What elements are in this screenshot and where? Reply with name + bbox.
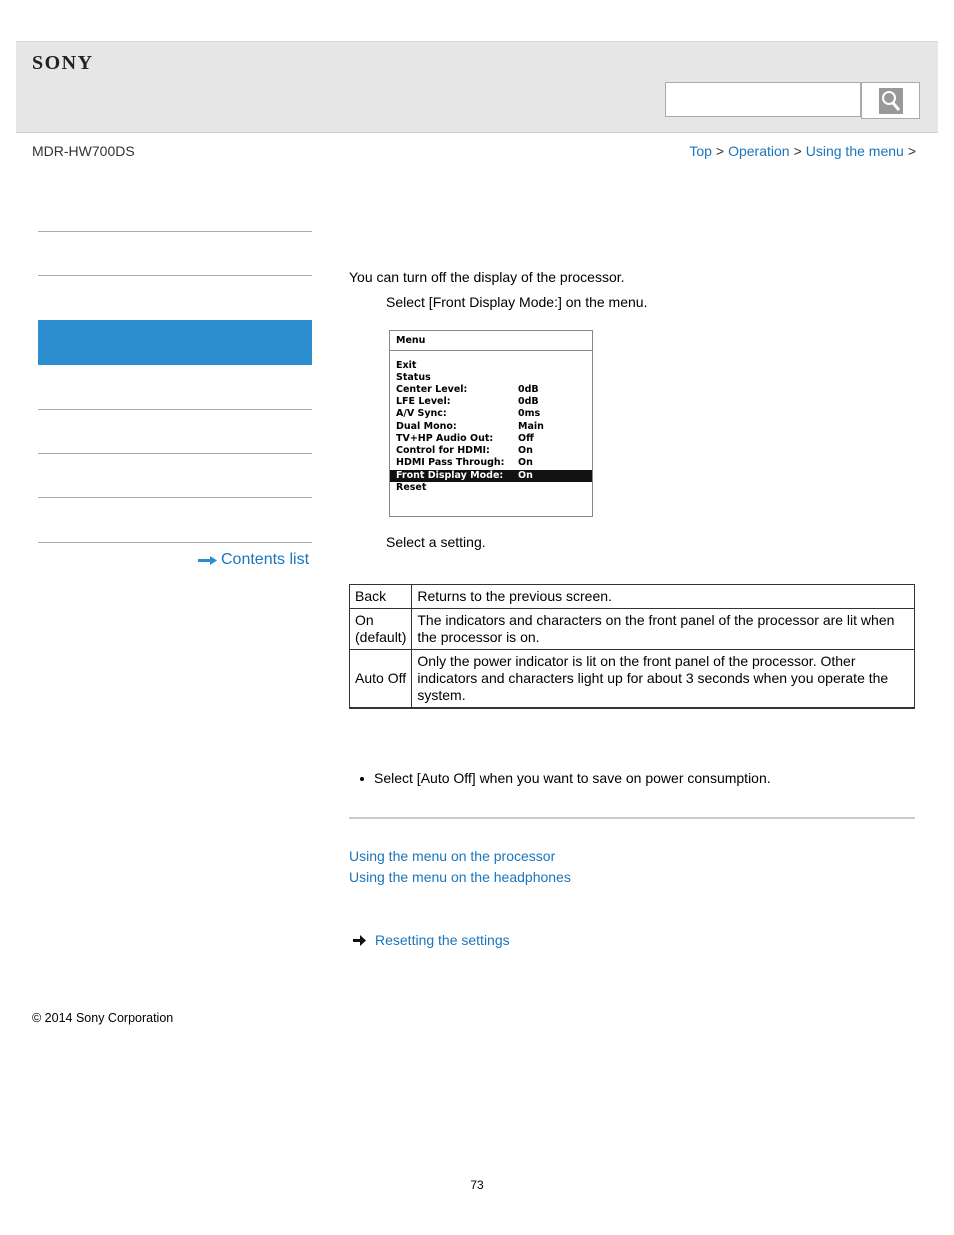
table-row — [350, 650, 915, 709]
hint-text: Select [Auto Off] when you want to save on power consumption. — [374, 770, 771, 786]
setting-option: On (default) — [350, 609, 412, 650]
next-topic-link[interactable] — [353, 932, 510, 948]
contents-list-label: Contents list — [221, 551, 310, 568]
setting-option: Back — [350, 585, 412, 609]
menu-screen-image — [389, 330, 593, 517]
menu-screen-row-selected: Front Display Mode: On — [390, 470, 592, 482]
sony-logo[interactable]: SONY — [32, 52, 94, 74]
sidebar-divider — [38, 231, 312, 232]
table-row — [350, 585, 915, 609]
sidebar-divider — [38, 453, 312, 454]
setting-description: The indicators and characters on the front panel of the processor are lit when the processor is on. — [412, 609, 915, 650]
menu-screen-row: LFE Level: 0dB — [396, 396, 539, 407]
menu-screen-row: HDMI Pass Through: On — [396, 457, 533, 468]
breadcrumb — [689, 143, 920, 159]
related-link-headphones-menu[interactable]: Using the menu on the headphones — [349, 869, 571, 885]
menu-screen-row: TV+HP Audio Out: Off — [396, 433, 534, 444]
table-row — [350, 609, 915, 650]
next-topic-label: Resetting the settings — [375, 932, 510, 948]
intro-text: You can turn off the display of the processor. — [349, 269, 625, 285]
search-icon — [879, 88, 903, 114]
hint-list-item — [360, 770, 771, 786]
product-model: MDR-HW700DS — [32, 143, 135, 159]
step-1-text: Select [Front Display Mode:] on the menu. — [386, 294, 648, 310]
menu-screen-row: Reset — [396, 482, 427, 493]
settings-table — [349, 584, 915, 709]
breadcrumb-separator: > — [715, 143, 725, 159]
search-button[interactable] — [861, 82, 920, 119]
sidebar-divider — [38, 497, 312, 498]
menu-screen-row: Dual Mono: Main — [396, 421, 544, 432]
breadcrumb-operation[interactable]: Operation — [728, 143, 790, 159]
sidebar-divider — [38, 409, 312, 410]
copyright-text: © 2014 Sony Corporation — [32, 1011, 174, 1025]
page-number: 73 — [470, 1178, 484, 1192]
section-divider — [349, 817, 915, 819]
breadcrumb-separator: > — [907, 143, 916, 159]
bullet-icon — [360, 777, 364, 781]
setting-option: Auto Off — [350, 650, 412, 709]
menu-screen-row: A/V Sync: 0ms — [396, 408, 541, 419]
site-header — [16, 41, 938, 133]
contents-list-link[interactable] — [198, 551, 309, 569]
breadcrumb-separator: > — [793, 143, 802, 159]
breadcrumb-using-the-menu[interactable]: Using the menu — [805, 143, 904, 159]
setting-description: Returns to the previous screen. — [412, 585, 915, 609]
arrow-right-icon — [198, 556, 217, 565]
menu-screen-row: Center Level: 0dB — [396, 384, 539, 395]
sidebar-divider — [38, 542, 312, 543]
menu-screen-title: Menu — [390, 331, 592, 351]
sidebar-divider — [38, 275, 312, 276]
menu-screen-row: Control for HDMI: On — [396, 445, 533, 456]
breadcrumb-top[interactable]: Top — [689, 143, 712, 159]
related-link-processor-menu[interactable]: Using the menu on the processor — [349, 848, 556, 864]
setting-description: Only the power indicator is lit on the front panel of the processor. Other indicators and characters light up for about 3 seconds when you operate the system. — [412, 650, 915, 709]
search-input[interactable] — [665, 82, 861, 117]
sidebar-item-selected[interactable] — [38, 320, 312, 365]
menu-screen-row: Status — [396, 372, 431, 383]
menu-screen-row: Exit — [396, 360, 417, 371]
step-2-text: Select a setting. — [386, 534, 486, 550]
arrow-right-icon — [353, 935, 366, 946]
